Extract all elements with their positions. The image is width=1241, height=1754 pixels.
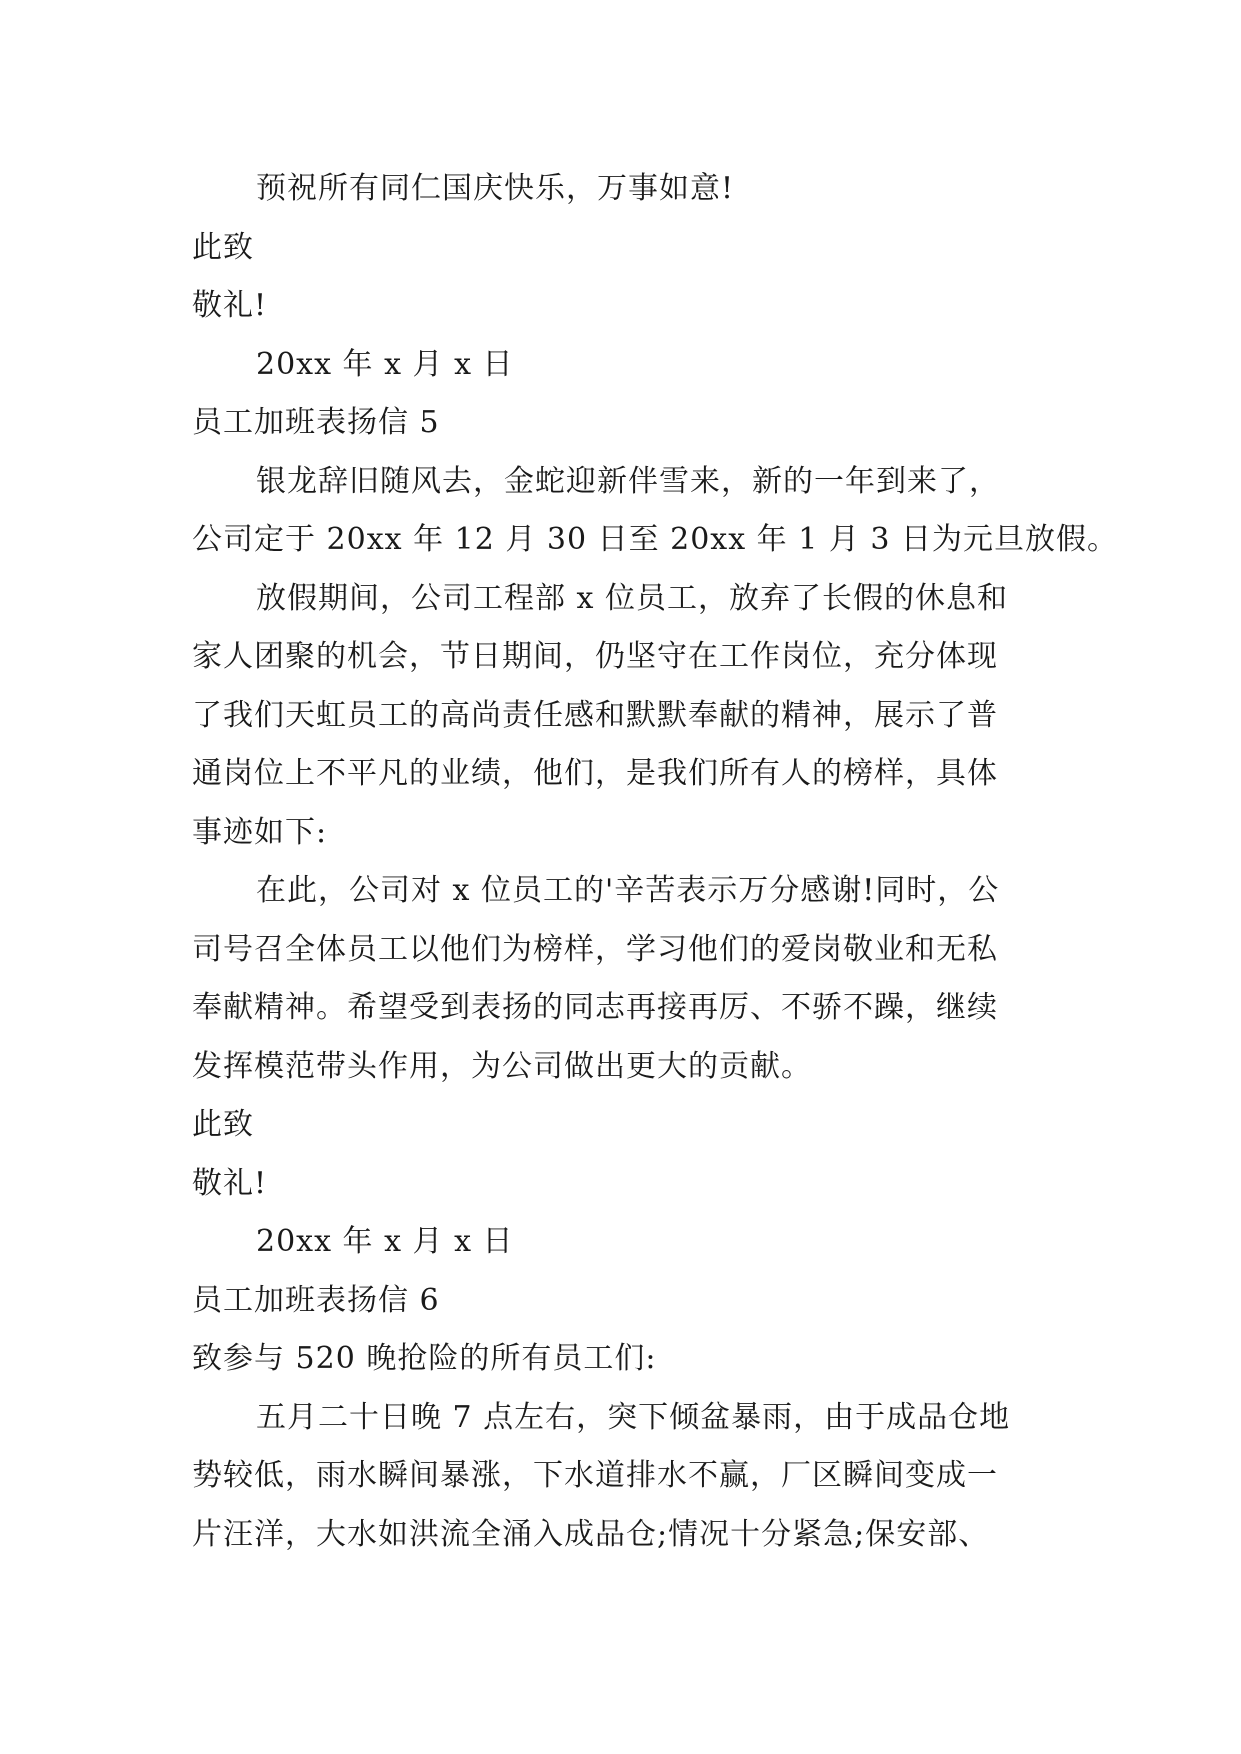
- paragraph-line: 奉献精神。希望受到表扬的同志再接再厉、不骄不躁，继续: [192, 990, 998, 1025]
- paragraph-line: 片汪洋，大水如洪流全涌入成品仓;情况十分紧急;保安部、: [192, 1516, 990, 1552]
- paragraph-line: 五月二十日晚 7 点左右，突下倾盆暴雨，由于成品仓地: [256, 1399, 1011, 1435]
- paragraph-line: 势较低，雨水瞬间暴涨，下水道排水不赢，厂区瞬间变成一: [192, 1458, 998, 1493]
- paragraph-line: 事迹如下:: [192, 814, 328, 850]
- paragraph-line: 家人团聚的机会，节日期间，仍坚守在工作岗位，充分体现: [192, 639, 998, 674]
- paragraph-line: 银龙辞旧随风去，金蛇迎新伴雪来，新的一年到来了，: [256, 463, 1000, 499]
- paragraph-line: 了我们天虹员工的高尚责任感和默默奉献的精神，展示了普: [192, 697, 998, 733]
- paragraph-line: 公司定于 20xx 年 12 月 30 日至 20xx 年 1 月 3 日为元旦放假。: [192, 522, 1118, 557]
- salutation-cizhi: 此致: [192, 1107, 254, 1142]
- paragraph-line: 发挥模范带头作用，为公司做出更大的贡献。: [192, 1048, 812, 1084]
- paragraph-line: 通岗位上不平凡的业绩，他们，是我们所有人的榜样，具体: [192, 756, 998, 791]
- letter-title-5: 员工加班表扬信 5: [192, 405, 440, 440]
- paragraph-line: 在此，公司对 x 位员工的'辛苦表示万分感谢!同时，公: [256, 873, 1000, 908]
- letter-addressee: 致参与 520 晚抢险的所有员工们:: [192, 1341, 657, 1376]
- letter-date: 20xx 年 x 月 x 日: [256, 346, 514, 382]
- salutation-jingli: 敬礼!: [192, 288, 268, 323]
- closing-wish: 预祝所有同仁国庆快乐，万事如意!: [256, 171, 735, 206]
- letter-date: 20xx 年 x 月 x 日: [256, 1224, 514, 1259]
- letter-title-6: 员工加班表扬信 6: [192, 1282, 440, 1318]
- salutation-jingli: 敬礼!: [192, 1165, 268, 1201]
- paragraph-line: 司号召全体员工以他们为榜样，学习他们的爱岗敬业和无私: [192, 931, 998, 967]
- paragraph-line: 放假期间，公司工程部 x 位员工，放弃了长假的休息和: [256, 580, 1008, 616]
- salutation-cizhi: 此致: [192, 229, 254, 265]
